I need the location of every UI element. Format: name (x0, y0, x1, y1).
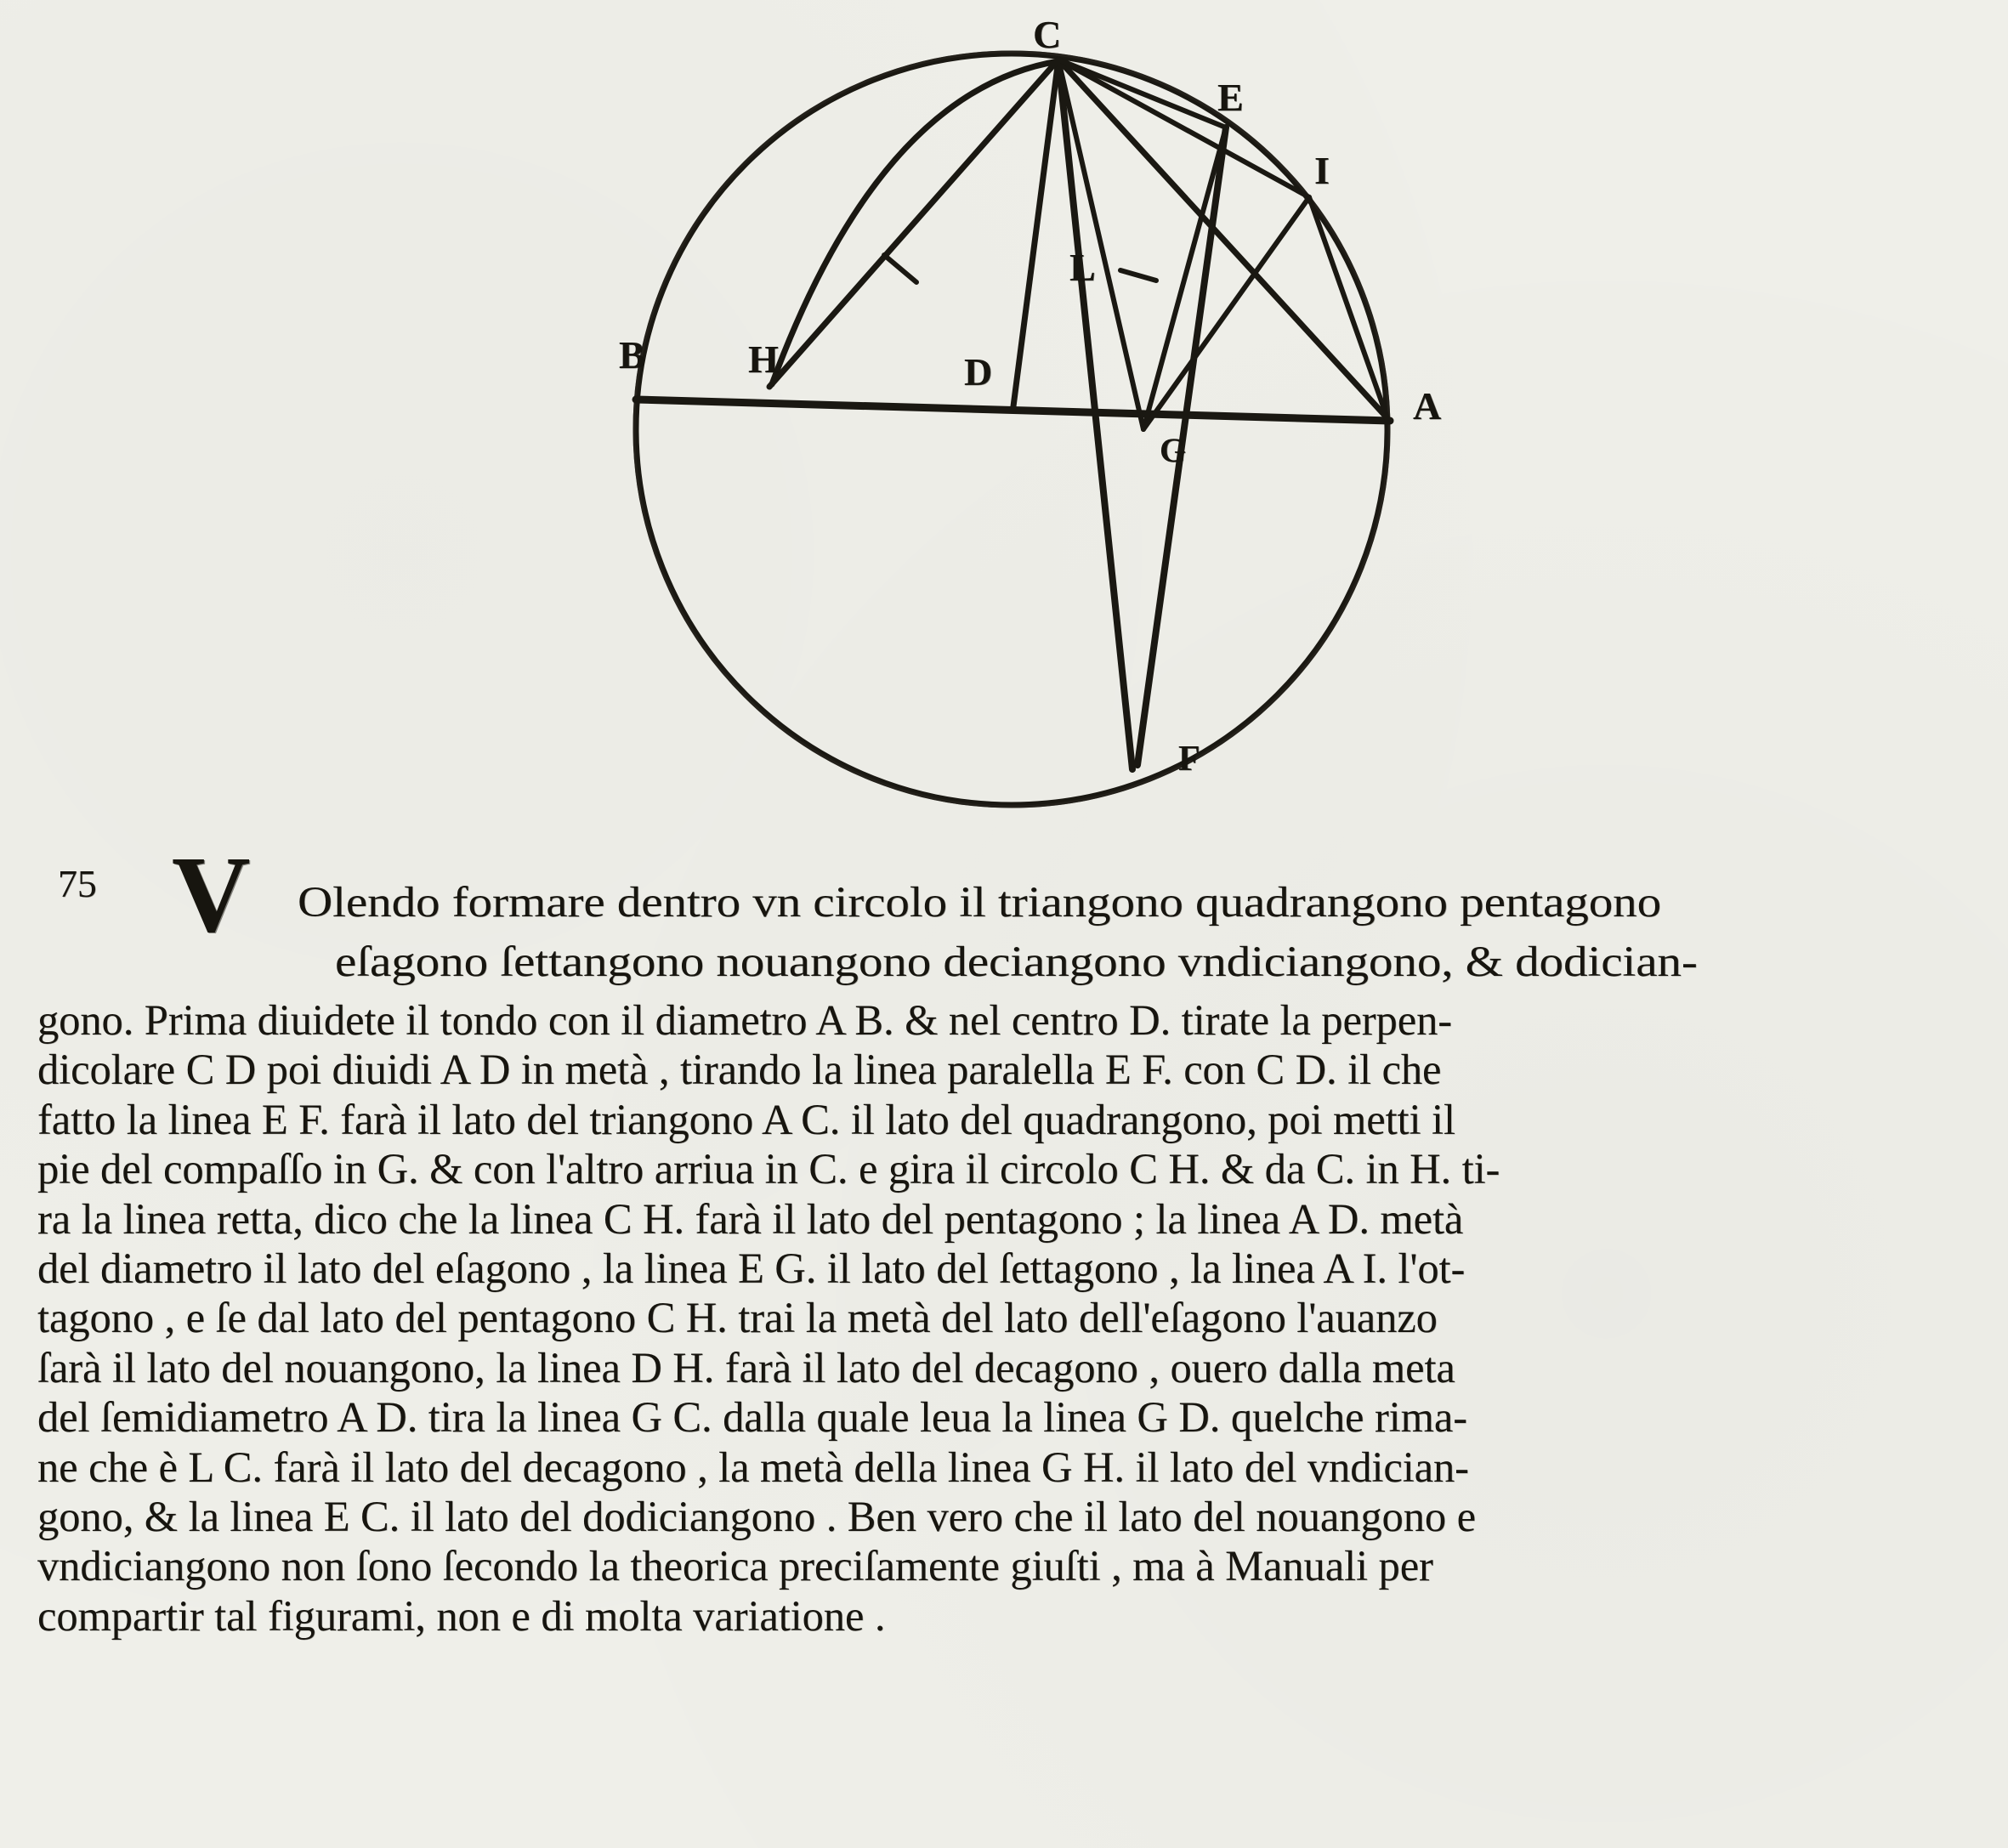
drop-cap: V (172, 834, 251, 955)
figure-label-H: H (748, 337, 780, 381)
figure-label-B: B (619, 333, 646, 377)
chord-CI (1058, 60, 1309, 197)
construction-diagram-svg (0, 0, 2008, 859)
figure-label-G: G (1160, 431, 1187, 469)
tick-mark-2 (1120, 270, 1156, 281)
text-line-2: eſagono ſettangono nouangono deciangono vndiciangono, & dodician- (335, 938, 1698, 986)
text-line-12: ne che è L C. farà il lato del decagono , la metà della linea G H. il lato del vndician- (37, 1443, 1469, 1492)
text-line-6: pie del compaſſo in G. & con l'altro arriua in C. e gira il circolo C H. & da C. in H. ti- (37, 1146, 1500, 1194)
chord-CG (1058, 60, 1143, 429)
line-GI (1143, 197, 1309, 429)
text-line-11: del ſemidiametro A D. tira la linea G C. dalla quale leua la linea G D. quelche rima- (37, 1394, 1467, 1443)
text-line-13: gono, & la linea E C. il lato del dodiciangono . Ben vero che il lato del nouangono e (37, 1493, 1476, 1541)
text-line-1: Olendo formare dentro vn circolo il triangono quadrangono pentagono (298, 879, 1662, 927)
text-lines-body (37, 996, 2008, 1641)
figure-label-E: E (1217, 76, 1245, 119)
text-line-7: ra la linea retta, dico che la linea C H. farà il lato del pentagono ; la linea A D. metà (37, 1195, 1464, 1244)
line-AI (1309, 197, 1387, 418)
body-text (0, 834, 2008, 1848)
text-line-15: compartir tal figurami, non e di molta variatione . (37, 1592, 886, 1641)
figure-label-F: F (1178, 740, 1201, 779)
figure-label-I: I (1314, 149, 1330, 192)
text-line-10: ſarà il lato del nouangono, la linea D H. farà il lato del decagono , ouero dalla meta (37, 1344, 1455, 1392)
figure-geometric-construction (0, 0, 2008, 859)
figure-label-A: A (1413, 384, 1442, 428)
text-line-8: del diametro il lato del eſagono , la linea E G. il lato del ſettagono , la linea A I. l'ot- (37, 1244, 1466, 1293)
text-line-5: fatto la linea E F. farà il lato del triangono A C. il lato del quadrangono, poi metti il (37, 1096, 1455, 1144)
chord-CE (1058, 60, 1226, 128)
text-line-14: vndiciangono non ſono ſecondo la theorica preciſamente giuſti , ma à Manuali per (37, 1543, 1433, 1591)
figure-label-C: C (1033, 13, 1062, 56)
text-line-4: dicolare C D poi diuidi A D in metà , tirando la linea paralella E F. con C D. il che (37, 1046, 1442, 1095)
text-line-3: gono. Prima diuidete il tondo con il diametro A B. & nel centro D. tirate la perpen- (37, 997, 1452, 1045)
text-line-9: tagono , e ſe dal lato del pentagono C H. trai la metà del lato dell'eſagono l'auanzo (37, 1295, 1438, 1343)
main-circle (636, 54, 1387, 805)
figure-label-D: D (964, 350, 993, 394)
figure-label-L: L (1069, 246, 1097, 289)
line-CD (1013, 60, 1058, 406)
folio-number: 75 (58, 862, 97, 905)
tick-mark-1 (884, 255, 916, 282)
